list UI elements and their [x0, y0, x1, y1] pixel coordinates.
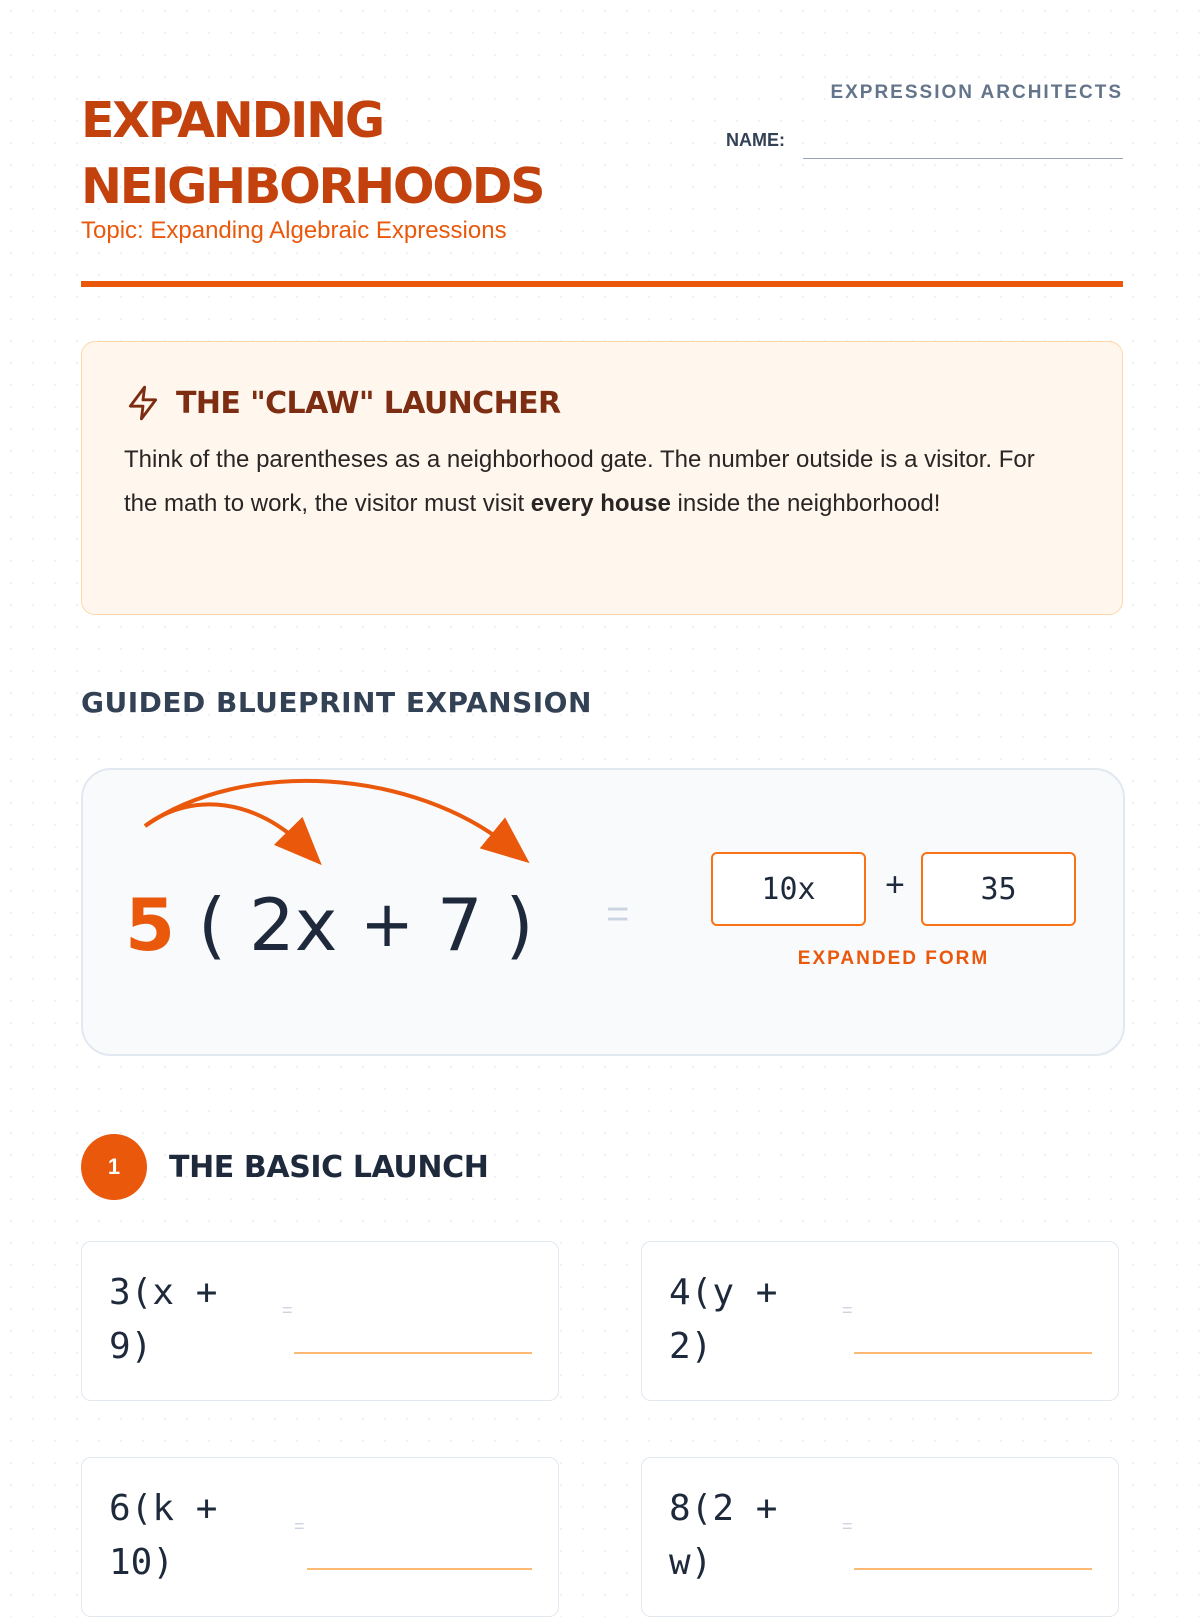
header-divider — [81, 281, 1123, 287]
callout-title: THE "CLAW" LAUNCHER — [176, 385, 561, 421]
answer-line[interactable] — [854, 1568, 1092, 1570]
operator: + — [360, 888, 414, 962]
problem-line-1: 6(k + — [109, 1488, 218, 1529]
title-line-2: NEIGHBORHOODS — [81, 158, 544, 215]
problem-card-4 — [641, 1457, 1119, 1617]
claw-arrow-to-second-term — [145, 781, 511, 848]
callout-body — [124, 438, 1044, 526]
close-parenthesis: ) — [505, 883, 534, 967]
problem-equals: = — [294, 1516, 305, 1536]
name-label: NAME: — [726, 130, 785, 150]
claw-launcher-callout — [81, 341, 1123, 615]
callout-body-text-2: inside the neighborhood! — [670, 490, 941, 517]
problem-line-2: 2) — [669, 1326, 713, 1367]
topic-subtitle: Topic: Expanding Algebraic Expressions — [81, 217, 507, 244]
problem-expression — [669, 1266, 799, 1374]
problem-line-1: 8(2 + — [669, 1488, 778, 1529]
brand-label: EXPRESSION ARCHITECTS — [830, 82, 1123, 103]
problem-card-3 — [81, 1457, 559, 1617]
problem-line-2: 9) — [109, 1326, 153, 1367]
equals-sign: = — [606, 892, 630, 936]
answer-plus: + — [885, 866, 905, 904]
first-term: 2x — [248, 883, 338, 967]
answer-line[interactable] — [307, 1568, 532, 1570]
visitor-number: 5 — [125, 883, 176, 967]
problem-equals: = — [842, 1300, 853, 1320]
problem-line-2: w) — [669, 1542, 713, 1583]
callout-header — [124, 384, 561, 422]
problem-line-1: 4(y + — [669, 1272, 778, 1313]
section-1-header — [81, 1134, 488, 1200]
guided-section-title: GUIDED BLUEPRINT EXPANSION — [81, 686, 592, 719]
worksheet-page — [81, 0, 1123, 1600]
problem-equals: = — [842, 1516, 853, 1536]
callout-body-text-1: Think of the parentheses as a neighborhood gate. The number outside is a visitor. For the math to work, the visitor must visit — [124, 446, 1035, 517]
lightning-bolt-icon — [124, 384, 162, 422]
section-number-badge: 1 — [81, 1134, 147, 1200]
guided-blueprint-card — [81, 768, 1125, 1056]
title-line-1: EXPANDING — [81, 92, 383, 149]
worksheet-title — [81, 88, 543, 220]
problem-line-1: 3(x + — [109, 1272, 218, 1313]
problem-expression — [109, 1266, 239, 1374]
problem-card-2 — [641, 1241, 1119, 1401]
answer-box-first[interactable]: 10x — [711, 852, 866, 926]
problem-expression — [109, 1482, 239, 1590]
open-parenthesis: ( — [198, 883, 227, 967]
problem-equals: = — [282, 1300, 293, 1320]
callout-body-emphasis: every house — [530, 490, 671, 517]
answer-line[interactable] — [294, 1352, 532, 1354]
second-term: 7 — [436, 883, 483, 967]
answer-line[interactable] — [854, 1352, 1092, 1354]
problem-expression — [669, 1482, 799, 1590]
expanded-form-label: EXPANDED FORM — [797, 948, 990, 969]
section-1-title: THE BASIC LAUNCH — [169, 1149, 489, 1185]
name-field[interactable] — [803, 158, 1123, 159]
answer-box-second[interactable]: 35 — [921, 852, 1076, 926]
guided-expression — [125, 870, 534, 980]
problem-line-2: 10) — [109, 1542, 175, 1583]
problem-card-1 — [81, 1241, 559, 1401]
